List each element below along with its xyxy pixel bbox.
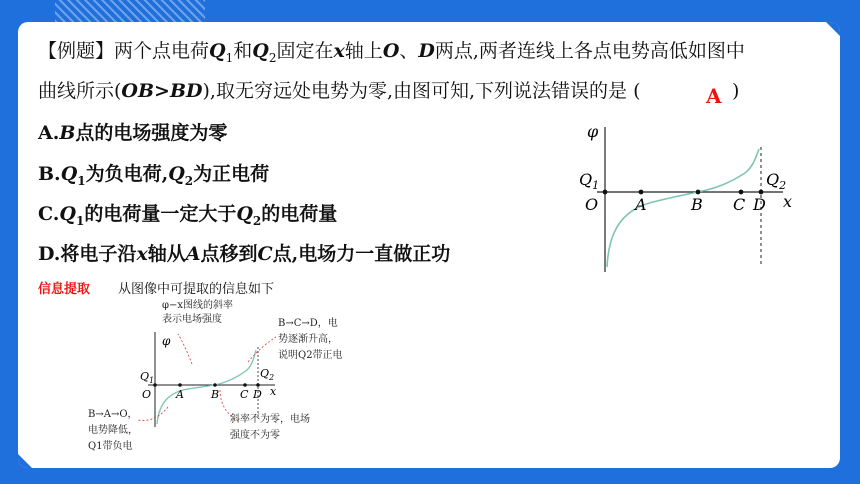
small-point-d bbox=[256, 383, 260, 387]
option-b-label: B. bbox=[38, 163, 61, 185]
option-b[interactable] bbox=[38, 159, 269, 188]
small-phi-label: φ bbox=[162, 334, 171, 348]
small-o-label: O bbox=[142, 388, 152, 401]
o-label: O bbox=[585, 195, 599, 214]
option-c-text: $Q_1$的电荷量一定大于$Q_2$的电荷量 bbox=[59, 203, 338, 228]
corner-decoration-top-right bbox=[826, 22, 840, 36]
a-label: A bbox=[635, 195, 647, 214]
slope-note-arrow bbox=[178, 334, 192, 364]
point-b bbox=[696, 190, 701, 195]
question-line-2 bbox=[38, 80, 641, 102]
small-a-label: A bbox=[176, 388, 184, 401]
small-potential-curve bbox=[157, 350, 256, 424]
question-bracket-label: 【例题】 bbox=[38, 40, 115, 62]
left-note-line-3: Q1带负电 bbox=[88, 441, 133, 452]
bottom-note-line-2: 强度不为零 bbox=[230, 430, 280, 441]
question-text-1: 两个点电荷$Q_1$和$Q_2$固定在x轴上O、D两点,两者连线上各点电势高低如图中 bbox=[114, 40, 745, 65]
option-a-label: A. bbox=[38, 122, 60, 144]
right-note-arrow bbox=[248, 337, 276, 362]
left-note-line-1: B→A→O， bbox=[88, 409, 138, 420]
decorative-stripes bbox=[55, 0, 205, 22]
option-a-text: B点的电场强度为零 bbox=[59, 122, 228, 144]
q2-label: $Q_2$ bbox=[766, 170, 787, 192]
answer-mark: A bbox=[706, 84, 722, 108]
left-note-arrow bbox=[138, 407, 168, 420]
small-b-label: B bbox=[211, 388, 220, 401]
option-d[interactable] bbox=[38, 239, 450, 266]
option-d-text: 将电子沿x轴从A点移到C点,电场力一直做正功 bbox=[60, 243, 451, 265]
small-point-c bbox=[243, 383, 247, 387]
b-label: B bbox=[691, 195, 703, 214]
c-label: C bbox=[733, 195, 746, 214]
option-c-label: C. bbox=[38, 203, 60, 225]
left-note-line-2: 电势降低， bbox=[88, 425, 138, 436]
corner-decoration-bottom-left bbox=[18, 454, 32, 468]
content-panel bbox=[18, 22, 840, 468]
point-a bbox=[639, 190, 644, 195]
small-q1-label: $Q_1$ bbox=[140, 370, 155, 385]
info-extraction-tag: 信息提取 bbox=[38, 282, 91, 297]
option-c[interactable] bbox=[38, 199, 337, 228]
potential-graph bbox=[573, 117, 803, 277]
phi-label: φ bbox=[587, 122, 599, 141]
q1-label: $Q_1$ bbox=[579, 170, 600, 192]
right-note-line-2: 势逐渐升高， bbox=[278, 334, 338, 345]
question-line-1 bbox=[38, 40, 745, 69]
small-d-label: D bbox=[253, 388, 262, 401]
info-extraction-text: 从图像中可提取的信息如下 bbox=[118, 282, 275, 297]
slope-note-line-1: φ−x图线的斜率 bbox=[162, 300, 234, 311]
option-d-label: D. bbox=[38, 243, 61, 265]
point-c bbox=[739, 190, 744, 195]
annotated-graph bbox=[80, 292, 380, 462]
d-label: D bbox=[753, 195, 766, 214]
small-c-label: C bbox=[240, 388, 249, 401]
right-note-line-3: 说明Q2带正电 bbox=[278, 350, 343, 361]
right-note-line-1: B→C→D，电 bbox=[278, 318, 338, 329]
bottom-note-line-1: 斜率不为零，电场 bbox=[230, 414, 310, 425]
small-x-label: x bbox=[270, 385, 277, 398]
question-text-2: 曲线所示(OB>BD),取无穷远处电势为零,由图可知,下列说法错误的是 ( bbox=[38, 80, 641, 102]
small-point-a bbox=[178, 383, 182, 387]
point-o bbox=[603, 190, 608, 195]
small-q2-label: $Q_2$ bbox=[260, 367, 275, 382]
small-point-b bbox=[213, 383, 217, 387]
x-label: x bbox=[783, 192, 793, 211]
point-d bbox=[759, 190, 764, 195]
question-close-paren: ) bbox=[732, 80, 740, 102]
option-b-text: $Q_1$为负电荷$,Q_2$为正电荷 bbox=[60, 163, 270, 188]
option-a[interactable] bbox=[38, 118, 227, 145]
slope-note-line-2: 表示电场强度 bbox=[162, 314, 222, 325]
